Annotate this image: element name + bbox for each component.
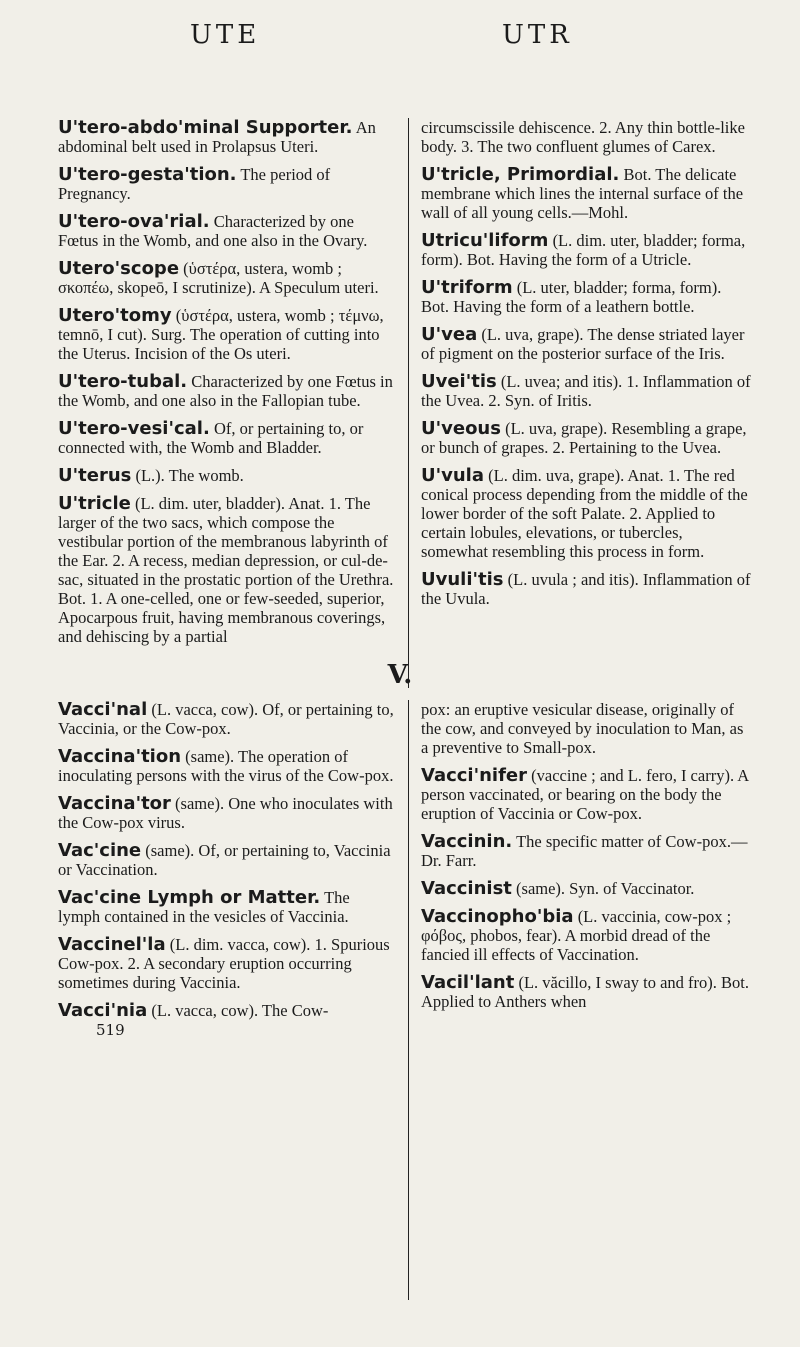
dictionary-entry bbox=[421, 165, 752, 222]
dictionary-entry bbox=[421, 832, 752, 870]
definition: (same). Syn. of Vaccinator. bbox=[511, 879, 695, 898]
headword: U'terus bbox=[58, 465, 132, 486]
definition: An abdominal belt used in Prolapsus Uteri. bbox=[58, 118, 376, 156]
headword: U'tero-gesta'tion. bbox=[58, 164, 237, 185]
headword: Vaccinin. bbox=[421, 831, 513, 852]
definition: The lymph contained in the vesicles of Vaccinia. bbox=[58, 888, 350, 926]
dictionary-entry bbox=[421, 766, 752, 823]
dictionary-entry bbox=[421, 570, 752, 608]
definition: Characterized by one Fœtus in the Womb, and one also in the Ovary. bbox=[58, 212, 368, 250]
headword: Utricu'liform bbox=[421, 230, 549, 251]
dictionary-entry bbox=[58, 372, 395, 410]
definition: (L. dim. uva, grape). Anat. 1. The red conical process depending from the middle of the lower border of the soft Palate. 2. Applied to certain lobules, elevations, or tubercles, somewhat resembling this process in form. bbox=[421, 466, 748, 561]
dictionary-entry bbox=[421, 372, 752, 410]
definition: (ὑστέρα, ustera, womb ; τέμνω, temnō, I cut). Surg. The operation of cutting into the Uterus. Incision of the Os uteri. bbox=[58, 306, 384, 363]
page-number: 519 bbox=[96, 1021, 125, 1039]
dictionary-entry bbox=[421, 231, 752, 269]
definition: (same). One who inoculates with the Cow-pox virus. bbox=[58, 794, 393, 832]
definition: Characterized by one Fœtus in the Womb, and one also in the Fallopian tube. bbox=[58, 372, 393, 410]
definition: (L. vaccinia, cow-pox ; φόβος, phobos, fear). A morbid dread of the fancied ill effects of Vaccination. bbox=[421, 907, 732, 964]
column-b bbox=[421, 118, 752, 617]
headword: U'tero-vesi'cal. bbox=[58, 418, 210, 439]
headword: U'tricle, Primordial. bbox=[421, 164, 620, 185]
definition: The period of Pregnancy. bbox=[58, 165, 331, 203]
headword: Vaccina'tion bbox=[58, 746, 182, 767]
dictionary-entry bbox=[421, 879, 752, 898]
dictionary-entry bbox=[58, 306, 395, 363]
dictionary-entry bbox=[421, 907, 752, 964]
headword: Uvuli'tis bbox=[421, 569, 504, 590]
definition: (L. vacca, cow). The Cow- bbox=[147, 1001, 329, 1020]
definition: circumscissile dehiscence. 2. Any thin bottle-like body. 3. The two confluent glumes of Carex. bbox=[421, 118, 745, 156]
dictionary-entry bbox=[58, 1001, 395, 1040]
headword: Vaccinopho'bia bbox=[421, 906, 574, 927]
dictionary-entry bbox=[58, 165, 395, 203]
definition: (L. văcillo, I sway to and fro). Bot. Applied to Anthers when bbox=[421, 973, 749, 1011]
headword: Vaccina'tor bbox=[58, 793, 171, 814]
headword: U'vula bbox=[421, 465, 484, 486]
dictionary-entry bbox=[58, 841, 395, 879]
headword: Vacci'nia bbox=[58, 1000, 148, 1021]
headword: Vac'cine Lymph or Matter. bbox=[58, 887, 321, 908]
column-a bbox=[58, 118, 395, 655]
dictionary-entry bbox=[421, 700, 752, 757]
headword: Utero'scope bbox=[58, 258, 180, 279]
definition: (L. uva, grape). Resembling a grape, or bunch of grapes. 2. Pertaining to the Uvea. bbox=[421, 419, 747, 457]
definition: (L. vacca, cow). Of, or pertaining to, Vaccinia, or the Cow-pox. bbox=[58, 700, 394, 738]
definition: The specific matter of Cow-pox.—Dr. Farr. bbox=[421, 832, 748, 870]
definition: (L. dim. uter, bladder). Anat. 1. The larger of the two sacs, which compose the vestibular portion of the membranous labyrinth of the Ear. 2. A recess, median depression, or cul-de-sac, situated in the prostatic portion of the Urethra. Bot. 1. A one-celled, one or few-seeded, superior, Apocarpous fruit, having membranous coverings, and dehiscing by a partial bbox=[58, 494, 394, 646]
definition: Of, or pertaining to, or connected with, the Womb and Bladder. bbox=[58, 419, 364, 457]
dictionary-entry bbox=[58, 935, 395, 992]
section-letter-heading: V. bbox=[387, 660, 413, 690]
definition: (L. uvula ; and itis). Inflammation of the Uvula. bbox=[421, 570, 751, 608]
headword: U'veous bbox=[421, 418, 501, 439]
definition: (L. uvea; and itis). 1. Inflammation of the Uvea. 2. Syn. of Iritis. bbox=[421, 372, 751, 410]
definition: (L. uva, grape). The dense striated layer of pigment on the posterior surface of the Iris. bbox=[421, 325, 745, 363]
headword: Vacci'nifer bbox=[421, 765, 528, 786]
column-divider-top bbox=[408, 118, 409, 688]
column-divider-bottom bbox=[408, 700, 409, 1300]
running-header-right: UTR bbox=[502, 20, 573, 50]
running-header-left: UTE bbox=[190, 20, 261, 50]
headword: Utero'tomy bbox=[58, 305, 172, 326]
definition: (L.). The womb. bbox=[131, 466, 244, 485]
headword: U'vea bbox=[421, 324, 478, 345]
dictionary-entry bbox=[58, 494, 395, 646]
dictionary-entry bbox=[421, 419, 752, 457]
definition: (L. uter, bladder; forma, form). Bot. Having the form of a leathern bottle. bbox=[421, 278, 722, 316]
dictionary-entry bbox=[58, 794, 395, 832]
dictionary-entry bbox=[58, 118, 395, 156]
headword: Vaccinist bbox=[421, 878, 512, 899]
definition: pox: an eruptive vesicular disease, originally of the cow, and conveyed by inoculation to Man, as a preventive to Small-pox. bbox=[421, 700, 744, 757]
dictionary-entry bbox=[58, 700, 395, 738]
dictionary-entry bbox=[421, 278, 752, 316]
dictionary-entry bbox=[421, 466, 752, 561]
dictionary-entry bbox=[421, 118, 752, 156]
definition: (vaccine ; and L. fero, I carry). A person vaccinated, or bearing on the body the eruption of Vaccinia or Cow-pox. bbox=[421, 766, 749, 823]
headword: Vaccinel'la bbox=[58, 934, 166, 955]
definition: Bot. The delicate membrane which lines the internal surface of the wall of all young cells.—Mohl. bbox=[421, 165, 744, 222]
dictionary-entry bbox=[58, 212, 395, 250]
headword: U'tero-abdo'minal Supporter. bbox=[58, 117, 353, 138]
definition: (same). Of, or pertaining to, Vaccinia or Vaccination. bbox=[58, 841, 391, 879]
definition: (L. dim. vacca, cow). 1. Spurious Cow-pox. 2. A secondary eruption occurring sometimes during Vaccinia. bbox=[58, 935, 390, 992]
definition: (ὑστέρα, ustera, womb ; σκοπέω, skopeō, I scrutinize). A Speculum uteri. bbox=[58, 259, 379, 297]
headword: Vac'cine bbox=[58, 840, 142, 861]
headword: U'tricle bbox=[58, 493, 131, 514]
dictionary-entry bbox=[58, 888, 395, 926]
dictionary-entry bbox=[58, 747, 395, 785]
dictionary-entry bbox=[58, 466, 395, 485]
dictionary-entry bbox=[58, 259, 395, 297]
headword: U'tero-tubal. bbox=[58, 371, 188, 392]
dictionary-entry bbox=[421, 973, 752, 1011]
definition: (same). The operation of inoculating persons with the virus of the Cow-pox. bbox=[58, 747, 394, 785]
headword: U'triform bbox=[421, 277, 513, 298]
headword: Vacci'nal bbox=[58, 699, 148, 720]
dictionary-entry bbox=[58, 419, 395, 457]
definition: (L. dim. uter, bladder; forma, form). Bot. Having the form of a Utricle. bbox=[421, 231, 746, 269]
column-c bbox=[58, 700, 395, 1049]
column-d bbox=[421, 700, 752, 1020]
headword: Uvei'tis bbox=[421, 371, 497, 392]
headword: U'tero-ova'rial. bbox=[58, 211, 210, 232]
dictionary-entry bbox=[421, 325, 752, 363]
headword: Vacil'lant bbox=[421, 972, 515, 993]
